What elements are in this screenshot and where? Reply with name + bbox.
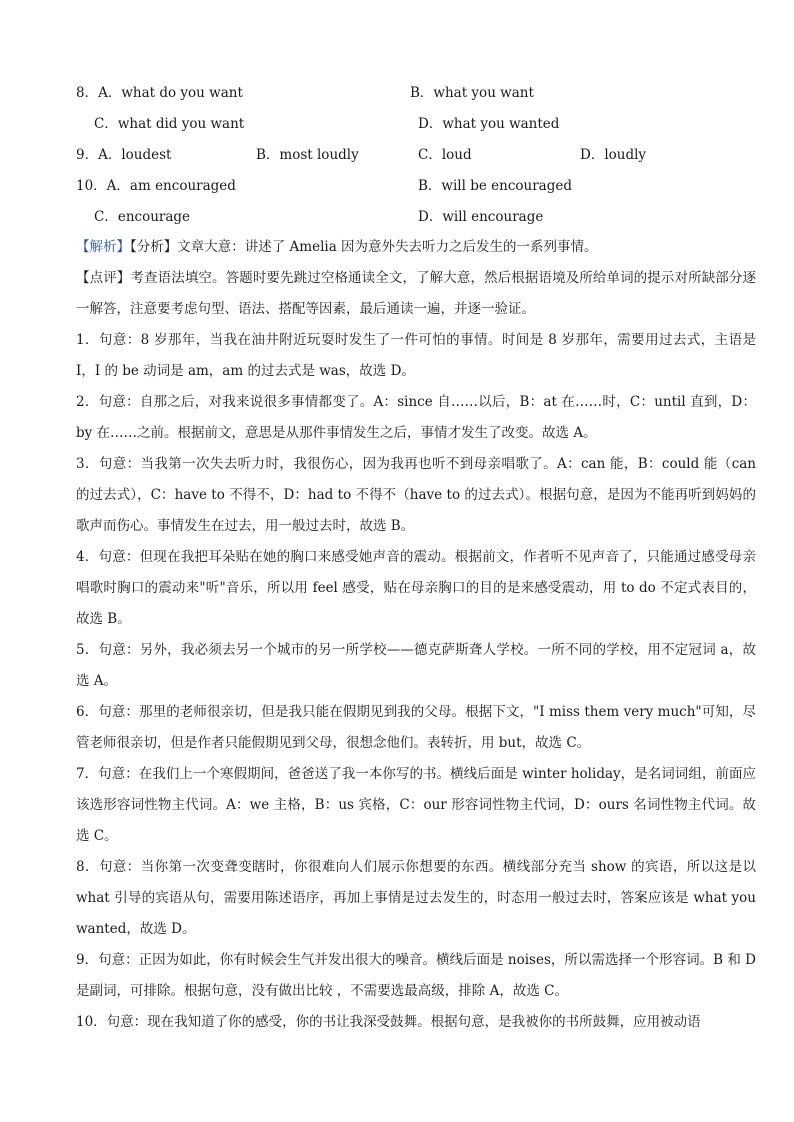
analysis-text: 【分析】文章大意：讲述了 Amelia 因为意外失去听力之后发生的一系列事情。: [130, 239, 598, 255]
option-c: C．encourage: [94, 209, 191, 225]
option-b: B．what you want: [410, 85, 534, 101]
option-a: 9．A．loudest: [76, 147, 172, 163]
analysis-line: [76, 232, 756, 263]
option-b: B．will be encouraged: [418, 178, 572, 194]
option-d: D．will encourage: [418, 209, 544, 225]
analysis-tag: 【解析】: [76, 239, 130, 255]
option-a: 8．A．what do you want: [76, 85, 243, 101]
explanation-8: 8．句意：当你第一次变聋变瞎时，你很难向人们展示你想要的东西。横线部分充当 show 的宾语，所以这是以 what 引导的宾语从句，需要用陈述语序，再加上事情是过去发生的，时态用一般过去时，答案应该是 what you wanted，故选 D。: [76, 859, 756, 937]
option-c: C．loud: [418, 147, 472, 163]
explanation-2: 2．句意：自那之后，对我来说很多事情都变了。A：since 自……以后，B：at 在……时，C：until 直到，D：by 在……之前。根据前文，意思是从那件事情发生之后，事情才发生了改变。故选 A。: [76, 394, 756, 441]
explanation-6: 6．句意：那里的老师很亲切，但是我只能在假期见到我的父母。根据下文，"I miss them very much"可知，尽管老师很亲切，但是作者只能假期见到父母，很想念他们。表转折，用 but，故选 C。: [76, 704, 756, 751]
explanation-4: 4．句意：但现在我把耳朵贴在她的胸口来感受她声音的震动。根据前文，作者听不见声音了，只能通过感受母亲唱歌时胸口的震动来"听"音乐，所以用 feel 感受，贴在母亲胸口的目的是来感受震动，用 to do 不定式表目的，故选 B。: [76, 549, 756, 627]
explanation-1: 1．句意：8 岁那年，当我在油井附近玩耍时发生了一件可怕的事情。时间是 8 岁那年，需要用过去式，主语是 I，I 的 be 动词是 am，am 的过去式是 was，故选 D。: [76, 332, 756, 379]
explanation-7: 7．句意：在我们上一个寒假期间，爸爸送了我一本你写的书。横线后面是 winter holiday，是名词词组，前面应该选形容词性物主代词。A：we 主格，B：us 宾格，C：our 形容词性物主代词，D：ours 名词性物主代词。故选 C。: [76, 766, 756, 844]
explanation-3: 3．句意：当我第一次失去听力时，我很伤心，因为我再也听不到母亲唱歌了。A：can 能，B：could 能（can 的过去式），C：have to 不得不，D：had to 不得不（have to 的过去式）。根据句意，是因为不能再听到妈妈的歌声而伤心。事情发生在过去，用一般过去时，故选 B。: [76, 456, 756, 534]
option-c: C．what did you want: [94, 116, 245, 132]
option-a: 10．A．am encouraged: [76, 178, 236, 194]
explanation-5: 5．句意：另外，我必须去另一个城市的另一所学校——德克萨斯聋人学校。一所不同的学校，用不定冠词 a，故选 A。: [76, 642, 756, 689]
analysis-section: [76, 232, 756, 1038]
option-d: D．loudly: [580, 147, 647, 163]
option-d: D．what you wanted: [418, 116, 560, 132]
explanation-9: 9．句意：正因为如此，你有时候会生气并发出很大的噪音。横线后面是 noises，所以需选择一个形容词。B 和 D 是副词，可排除。根据句意，没有做出比较 ，不需要选最高级，排除 A，故选 C。: [76, 952, 756, 999]
comment-paragraph: 【点评】考查语法填空。答题时要先跳过空格通读全文，了解大意，然后根据语境及所给单词的提示对所缺部分逐一解答，注意要考虑句型、语法、搭配等因素，最后通读一遍，并逐一验证。: [76, 270, 756, 317]
option-b: B．most loudly: [256, 147, 359, 163]
explanation-10: 10．句意：现在我知道了你的感受，你的书让我深受鼓舞。根据句意，是我被你的书所鼓舞，应用被动语: [76, 1014, 701, 1030]
